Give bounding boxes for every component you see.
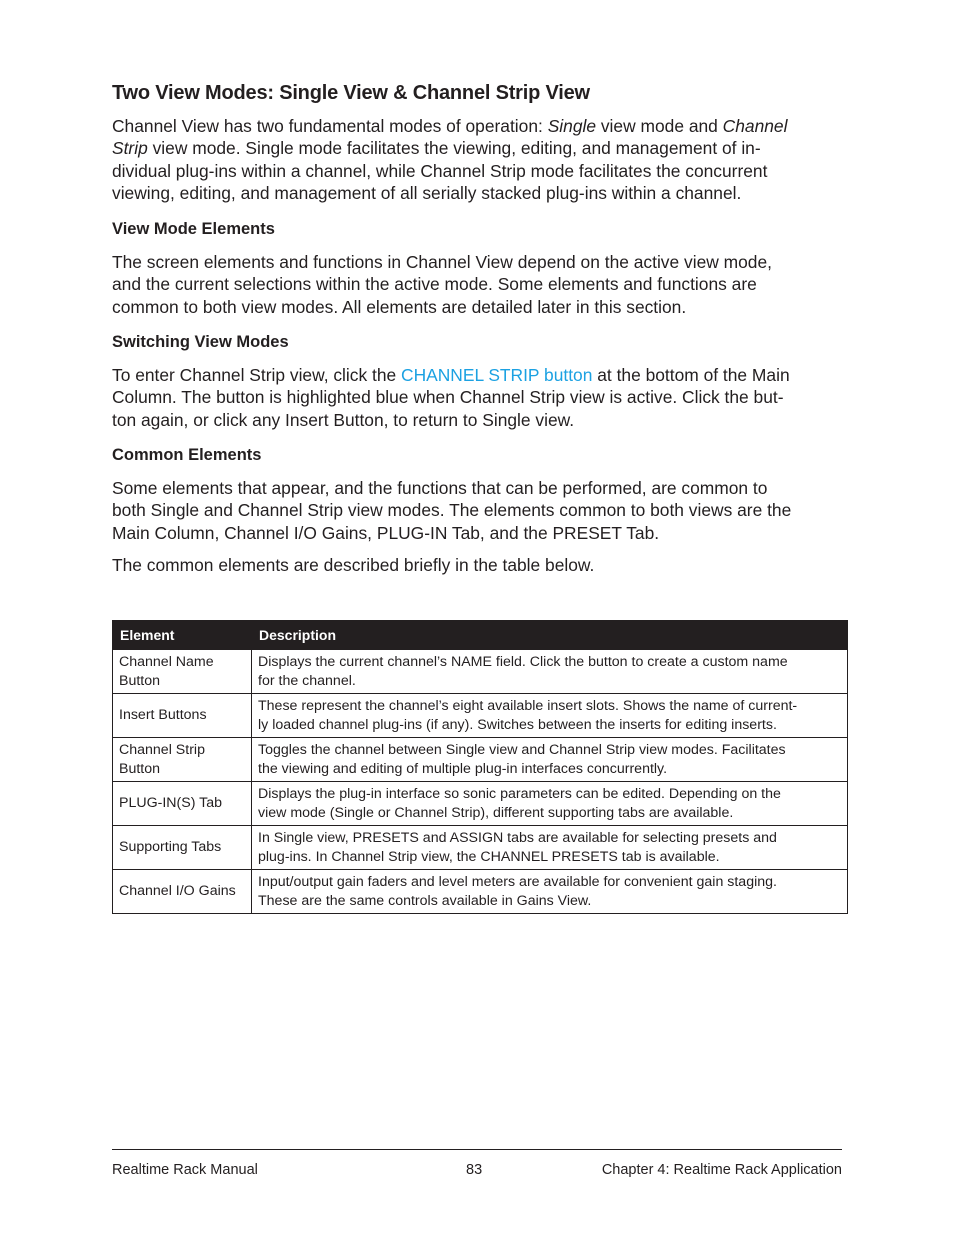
description-cell: [252, 650, 848, 694]
cell-line: Button: [119, 760, 161, 777]
description-cell: [252, 782, 848, 826]
cell-line: Channel Strip: [119, 742, 205, 758]
footer-manual-title: Realtime Rack Manual: [112, 1162, 258, 1178]
description-cell: [252, 826, 848, 870]
element-cell: [113, 650, 252, 694]
cell-line: for the channel.: [258, 672, 356, 689]
cell-line: In Single view, PRESETS and ASSIGN tabs are available for selecting presets and: [258, 830, 777, 846]
paragraph-line: common to both view modes. All elements are detailed later in this section.: [112, 296, 687, 317]
table-intro-note: [112, 554, 842, 576]
cell-line: Channel I/O Gains: [119, 883, 236, 900]
table-row: [113, 694, 848, 738]
description-cell: [252, 870, 848, 914]
paragraph-line: both Single and Channel Strip view modes. The elements common to both views are the: [112, 500, 792, 521]
footer-chapter-title: Chapter 4: Realtime Rack Application: [601, 1162, 842, 1178]
common-elements-table: [112, 620, 848, 914]
section-heading: Two View Modes: Single View & Channel Strip View: [112, 82, 590, 104]
footer-page-number: 83: [466, 1162, 483, 1178]
paragraph-line: [112, 364, 842, 386]
cell-line: Toggles the channel between Single view and Channel Strip view modes. Facilitates: [258, 742, 786, 758]
text-run: view mode. Single mode facilitates the viewing, editing, and management of in-: [147, 138, 761, 159]
description-cell: [252, 694, 848, 738]
intro-line-4: viewing, editing, and management of all serially stacked plug-ins within a channel.: [112, 182, 742, 203]
element-cell: [113, 694, 252, 738]
intro-line-1: [112, 115, 842, 137]
table-row: [113, 782, 848, 826]
cell-line: Button: [119, 672, 161, 689]
cell-line: plug-ins. In Channel Strip view, the CHANNEL PRESETS tab is available.: [258, 848, 720, 865]
cell-line: view mode (Single or Channel Strip), different supporting tabs are available.: [258, 804, 734, 821]
element-cell: [113, 826, 252, 870]
common-elements-heading: Common Elements: [112, 446, 262, 464]
paragraph-line: Some elements that appear, and the functions that can be performed, are common to: [112, 478, 768, 498]
text-run: at the bottom of the Main: [592, 365, 790, 385]
paragraph-line: and the current selections within the active mode. Some elements and functions are: [112, 274, 757, 295]
common-elements-paragraph: [112, 477, 842, 544]
view-mode-elements-heading: View Mode Elements: [112, 220, 275, 238]
cell-line: Insert Buttons: [119, 707, 207, 724]
table-row: [113, 870, 848, 914]
switching-view-modes-heading: Switching View Modes: [112, 333, 289, 351]
column-header-description: Description: [252, 621, 848, 650]
view-mode-elements-paragraph: [112, 251, 842, 318]
table-header-row: [113, 621, 848, 650]
intro-line-2: [112, 137, 842, 159]
channel-strip-button-link[interactable]: CHANNEL STRIP button: [401, 365, 593, 385]
paragraph-line: Column. The button is highlighted blue when Channel Strip view is active. Click the but-: [112, 387, 784, 408]
emphasis-strip: Strip: [112, 138, 148, 159]
emphasis-channel: Channel: [722, 116, 788, 136]
element-cell: [113, 782, 252, 826]
description-cell: [252, 738, 848, 782]
column-header-element: Element: [113, 621, 252, 650]
text-run: view mode and: [596, 116, 723, 136]
cell-line: Channel Name: [119, 654, 214, 670]
cell-line: These are the same controls available in Gains View.: [258, 892, 592, 909]
text-run: Channel View has two fundamental modes of operation:: [112, 116, 548, 136]
cell-line: Displays the plug-in interface so sonic parameters can be edited. Depending on the: [258, 786, 781, 802]
table-row: [113, 826, 848, 870]
intro-paragraph: [112, 115, 842, 204]
emphasis-single: Single: [547, 116, 597, 136]
paragraph-line: Main Column, Channel I/O Gains, PLUG-IN Tab, and the PRESET Tab.: [112, 522, 660, 543]
table-row: [113, 650, 848, 694]
cell-line: Supporting Tabs: [119, 839, 222, 856]
paragraph-line: The screen elements and functions in Channel View depend on the active view mode,: [112, 252, 772, 272]
paragraph-line: The common elements are described briefly in the table below.: [112, 555, 595, 575]
element-cell: [113, 738, 252, 782]
switching-paragraph: [112, 364, 842, 431]
cell-line: Input/output gain faders and level meters are available for convenient gain staging.: [258, 874, 777, 890]
element-cell: [113, 870, 252, 914]
table-row: [113, 738, 848, 782]
paragraph-line: ton again, or click any Insert Button, to return to Single view.: [112, 409, 575, 430]
text-run: To enter Channel Strip view, click the: [112, 365, 402, 385]
footer-divider: [112, 1149, 842, 1150]
cell-line: ly loaded channel plug-ins (if any). Switches between the inserts for editing inserts.: [258, 716, 777, 733]
cell-line: PLUG-IN(S) Tab: [119, 795, 223, 812]
cell-line: Displays the current channel’s NAME field. Click the button to create a custom name: [258, 654, 788, 670]
cell-line: the viewing and editing of multiple plug-in interfaces concurrently.: [258, 760, 668, 777]
intro-line-3: dividual plug-ins within a channel, while Channel Strip mode facilitates the concurrent: [112, 160, 768, 181]
cell-line: These represent the channel’s eight available insert slots. Shows the name of current-: [258, 698, 798, 714]
